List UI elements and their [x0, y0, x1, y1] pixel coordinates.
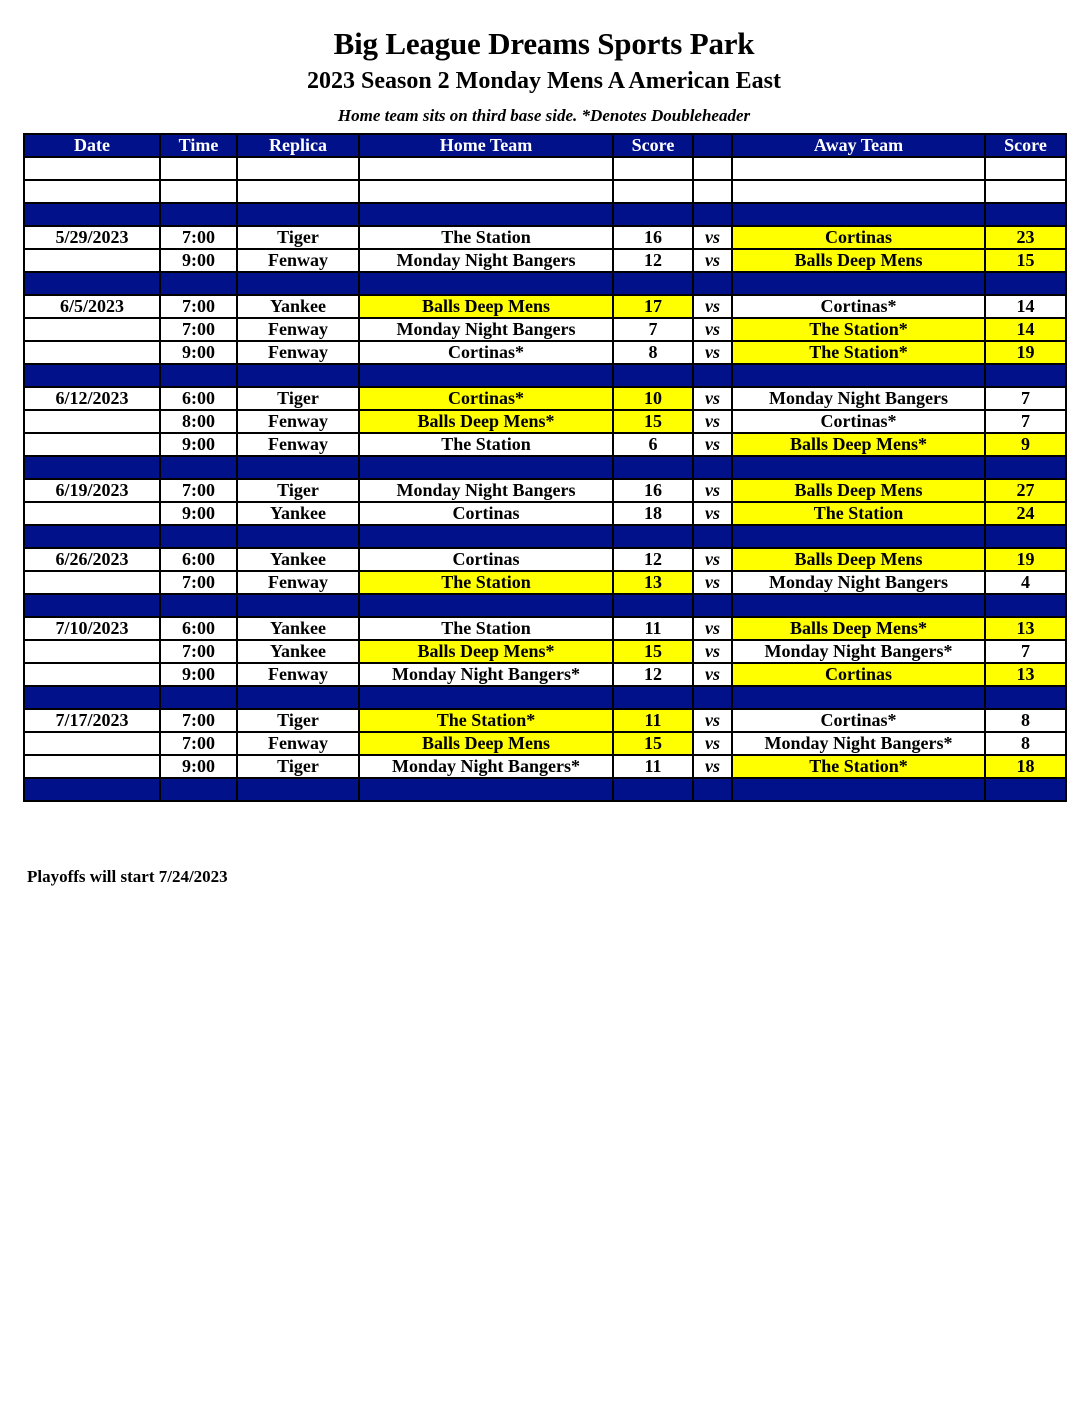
empty-cell [359, 272, 613, 295]
time-cell: 7:00 [160, 479, 237, 502]
week-separator-row [24, 594, 1066, 617]
empty-cell [237, 157, 359, 180]
away-score-cell: 27 [985, 479, 1066, 502]
replica-cell: Yankee [237, 617, 359, 640]
empty-cell [237, 272, 359, 295]
empty-cell [359, 456, 613, 479]
home-score-cell: 11 [613, 755, 693, 778]
vs-cell: vs [693, 341, 732, 364]
home-team-cell: Monday Night Bangers* [359, 663, 613, 686]
replica-cell: Tiger [237, 387, 359, 410]
game-row [24, 341, 1066, 364]
column-header-time: Time [160, 134, 237, 157]
home-team-cell: The Station [359, 617, 613, 640]
empty-cell [24, 456, 160, 479]
time-cell: 6:00 [160, 548, 237, 571]
column-header-home-team: Home Team [359, 134, 613, 157]
away-score-cell: 15 [985, 249, 1066, 272]
away-team-cell: Monday Night Bangers [732, 571, 985, 594]
home-team-cell: The Station [359, 433, 613, 456]
game-row [24, 249, 1066, 272]
date-cell: 5/29/2023 [24, 226, 160, 249]
home-score-cell: 11 [613, 709, 693, 732]
date-cell [24, 502, 160, 525]
home-team-cell: Monday Night Bangers [359, 249, 613, 272]
empty-cell [613, 686, 693, 709]
empty-cell [359, 778, 613, 801]
home-score-cell: 10 [613, 387, 693, 410]
time-cell: 7:00 [160, 709, 237, 732]
empty-cell [24, 778, 160, 801]
column-header-vs [693, 134, 732, 157]
replica-cell: Fenway [237, 249, 359, 272]
empty-cell [693, 525, 732, 548]
time-cell: 9:00 [160, 433, 237, 456]
replica-cell: Tiger [237, 479, 359, 502]
schedule-table [23, 133, 1067, 802]
empty-cell [613, 203, 693, 226]
game-row [24, 318, 1066, 341]
vs-cell: vs [693, 226, 732, 249]
home-team-cell: Balls Deep Mens* [359, 410, 613, 433]
replica-cell: Fenway [237, 663, 359, 686]
replica-cell: Fenway [237, 433, 359, 456]
home-team-cell: Balls Deep Mens [359, 295, 613, 318]
empty-cell [24, 203, 160, 226]
vs-cell: vs [693, 709, 732, 732]
away-team-cell: Cortinas [732, 663, 985, 686]
game-row [24, 548, 1066, 571]
date-cell [24, 433, 160, 456]
week-separator-row [24, 203, 1066, 226]
empty-cell [160, 203, 237, 226]
time-cell: 7:00 [160, 295, 237, 318]
empty-cell [24, 180, 160, 203]
game-row [24, 502, 1066, 525]
empty-cell [732, 456, 985, 479]
empty-cell [732, 686, 985, 709]
away-score-cell: 14 [985, 318, 1066, 341]
away-score-cell: 23 [985, 226, 1066, 249]
replica-cell: Tiger [237, 755, 359, 778]
home-score-cell: 12 [613, 249, 693, 272]
home-score-cell: 15 [613, 410, 693, 433]
empty-cell [985, 180, 1066, 203]
empty-cell [985, 778, 1066, 801]
away-team-cell: Monday Night Bangers* [732, 732, 985, 755]
game-row [24, 755, 1066, 778]
time-cell: 9:00 [160, 663, 237, 686]
home-score-cell: 12 [613, 548, 693, 571]
empty-cell [732, 364, 985, 387]
away-team-cell: Balls Deep Mens* [732, 617, 985, 640]
empty-cell [160, 594, 237, 617]
empty-cell [359, 203, 613, 226]
away-score-cell: 8 [985, 709, 1066, 732]
empty-cell [160, 525, 237, 548]
game-row [24, 617, 1066, 640]
empty-cell [732, 778, 985, 801]
vs-cell: vs [693, 640, 732, 663]
time-cell: 7:00 [160, 318, 237, 341]
home-team-cell: Monday Night Bangers [359, 318, 613, 341]
empty-cell [693, 272, 732, 295]
vs-cell: vs [693, 249, 732, 272]
vs-cell: vs [693, 755, 732, 778]
away-team-cell: The Station [732, 502, 985, 525]
empty-cell [237, 364, 359, 387]
empty-cell [613, 364, 693, 387]
empty-cell [613, 157, 693, 180]
home-score-cell: 6 [613, 433, 693, 456]
empty-cell [985, 203, 1066, 226]
empty-cell [24, 594, 160, 617]
week-separator-row [24, 456, 1066, 479]
week-separator-row [24, 364, 1066, 387]
away-score-cell: 19 [985, 548, 1066, 571]
empty-cell [693, 456, 732, 479]
away-team-cell: Cortinas [732, 226, 985, 249]
home-score-cell: 8 [613, 341, 693, 364]
empty-cell [985, 686, 1066, 709]
time-cell: 7:00 [160, 640, 237, 663]
away-score-cell: 4 [985, 571, 1066, 594]
game-row [24, 226, 1066, 249]
vs-cell: vs [693, 410, 732, 433]
date-cell [24, 640, 160, 663]
empty-cell [24, 157, 160, 180]
empty-cell [24, 686, 160, 709]
time-cell: 9:00 [160, 341, 237, 364]
home-score-cell: 17 [613, 295, 693, 318]
home-score-cell: 15 [613, 640, 693, 663]
empty-cell [237, 525, 359, 548]
game-row [24, 295, 1066, 318]
date-cell [24, 341, 160, 364]
empty-cell [693, 364, 732, 387]
home-score-cell: 16 [613, 226, 693, 249]
date-cell [24, 410, 160, 433]
away-score-cell: 7 [985, 410, 1066, 433]
date-cell: 7/17/2023 [24, 709, 160, 732]
away-score-cell: 19 [985, 341, 1066, 364]
week-separator-row [24, 525, 1066, 548]
vs-cell: vs [693, 548, 732, 571]
replica-cell: Yankee [237, 548, 359, 571]
empty-cell [24, 364, 160, 387]
home-score-cell: 15 [613, 732, 693, 755]
vs-cell: vs [693, 479, 732, 502]
home-team-cell: Monday Night Bangers [359, 479, 613, 502]
empty-cell [732, 525, 985, 548]
date-cell: 6/19/2023 [24, 479, 160, 502]
away-score-cell: 13 [985, 617, 1066, 640]
replica-cell: Tiger [237, 226, 359, 249]
empty-cell [237, 594, 359, 617]
vs-cell: vs [693, 617, 732, 640]
empty-cell [985, 364, 1066, 387]
empty-cell [693, 594, 732, 617]
home-score-cell: 13 [613, 571, 693, 594]
replica-cell: Yankee [237, 640, 359, 663]
empty-cell [359, 594, 613, 617]
empty-cell [693, 157, 732, 180]
empty-cell [160, 686, 237, 709]
time-cell: 9:00 [160, 502, 237, 525]
home-score-cell: 16 [613, 479, 693, 502]
home-team-cell: Cortinas* [359, 341, 613, 364]
date-cell [24, 249, 160, 272]
away-team-cell: The Station* [732, 341, 985, 364]
empty-cell [613, 525, 693, 548]
empty-cell [24, 272, 160, 295]
replica-cell: Yankee [237, 502, 359, 525]
column-header-away-score: Score [985, 134, 1066, 157]
schedule-body [24, 157, 1066, 801]
date-cell [24, 663, 160, 686]
week-separator-row [24, 272, 1066, 295]
home-team-cell: Balls Deep Mens [359, 732, 613, 755]
vs-cell: vs [693, 387, 732, 410]
home-team-cell: Cortinas* [359, 387, 613, 410]
game-row [24, 433, 1066, 456]
empty-cell [985, 456, 1066, 479]
empty-cell [237, 686, 359, 709]
home-team-cell: Cortinas [359, 548, 613, 571]
empty-cell [732, 594, 985, 617]
vs-cell: vs [693, 433, 732, 456]
empty-cell [732, 180, 985, 203]
empty-cell [613, 778, 693, 801]
empty-cell [24, 525, 160, 548]
playoffs-note: Playoffs will start 7/24/2023 [27, 867, 228, 886]
empty-cell [160, 180, 237, 203]
date-cell [24, 318, 160, 341]
away-team-cell: Balls Deep Mens [732, 249, 985, 272]
empty-cell [693, 778, 732, 801]
empty-cell [732, 157, 985, 180]
home-team-cell: The Station [359, 226, 613, 249]
empty-cell [359, 525, 613, 548]
game-row [24, 387, 1066, 410]
home-team-cell: Cortinas [359, 502, 613, 525]
replica-cell: Fenway [237, 732, 359, 755]
replica-cell: Fenway [237, 341, 359, 364]
empty-cell [160, 272, 237, 295]
game-row [24, 663, 1066, 686]
vs-cell: vs [693, 571, 732, 594]
game-row [24, 709, 1066, 732]
blank-row [24, 157, 1066, 180]
away-team-cell: Cortinas* [732, 410, 985, 433]
empty-cell [732, 272, 985, 295]
game-row [24, 640, 1066, 663]
away-team-cell: Balls Deep Mens [732, 548, 985, 571]
date-cell: 6/26/2023 [24, 548, 160, 571]
column-header-replica: Replica [237, 134, 359, 157]
away-team-cell: Balls Deep Mens* [732, 433, 985, 456]
away-team-cell: Monday Night Bangers* [732, 640, 985, 663]
empty-cell [160, 778, 237, 801]
away-team-cell: Cortinas* [732, 295, 985, 318]
replica-cell: Fenway [237, 410, 359, 433]
week-separator-row [24, 778, 1066, 801]
game-row [24, 571, 1066, 594]
game-row [24, 410, 1066, 433]
time-cell: 6:00 [160, 617, 237, 640]
date-cell [24, 571, 160, 594]
empty-cell [985, 594, 1066, 617]
empty-cell [237, 180, 359, 203]
empty-cell [985, 525, 1066, 548]
empty-cell [693, 180, 732, 203]
away-score-cell: 14 [985, 295, 1066, 318]
home-team-cell: Balls Deep Mens* [359, 640, 613, 663]
time-cell: 7:00 [160, 571, 237, 594]
week-separator-row [24, 686, 1066, 709]
empty-cell [160, 364, 237, 387]
column-header-home-score: Score [613, 134, 693, 157]
game-row [24, 732, 1066, 755]
empty-cell [693, 686, 732, 709]
empty-cell [160, 456, 237, 479]
time-cell: 6:00 [160, 387, 237, 410]
vs-cell: vs [693, 732, 732, 755]
empty-cell [613, 594, 693, 617]
empty-cell [237, 203, 359, 226]
empty-cell [985, 157, 1066, 180]
empty-cell [732, 203, 985, 226]
time-cell: 7:00 [160, 732, 237, 755]
home-score-cell: 11 [613, 617, 693, 640]
home-score-cell: 12 [613, 663, 693, 686]
blank-row [24, 180, 1066, 203]
empty-cell [613, 180, 693, 203]
empty-cell [359, 180, 613, 203]
replica-cell: Tiger [237, 709, 359, 732]
time-cell: 9:00 [160, 755, 237, 778]
empty-cell [359, 364, 613, 387]
schedule-note: Home team sits on third base side. *Denotes Doubleheader [337, 106, 751, 125]
page-title: Big League Dreams Sports Park [333, 26, 755, 61]
empty-cell [613, 272, 693, 295]
date-cell: 7/10/2023 [24, 617, 160, 640]
date-cell [24, 755, 160, 778]
empty-cell [237, 456, 359, 479]
empty-cell [237, 778, 359, 801]
header-row [24, 134, 1066, 157]
away-score-cell: 13 [985, 663, 1066, 686]
date-cell [24, 732, 160, 755]
vs-cell: vs [693, 318, 732, 341]
replica-cell: Yankee [237, 295, 359, 318]
time-cell: 9:00 [160, 249, 237, 272]
home-team-cell: The Station [359, 571, 613, 594]
replica-cell: Fenway [237, 318, 359, 341]
away-team-cell: Monday Night Bangers [732, 387, 985, 410]
time-cell: 8:00 [160, 410, 237, 433]
column-header-date: Date [24, 134, 160, 157]
away-score-cell: 7 [985, 387, 1066, 410]
home-score-cell: 7 [613, 318, 693, 341]
away-team-cell: The Station* [732, 755, 985, 778]
date-cell: 6/12/2023 [24, 387, 160, 410]
vs-cell: vs [693, 295, 732, 318]
game-row [24, 479, 1066, 502]
away-team-cell: The Station* [732, 318, 985, 341]
empty-cell [985, 272, 1066, 295]
away-score-cell: 8 [985, 732, 1066, 755]
empty-cell [359, 157, 613, 180]
home-team-cell: The Station* [359, 709, 613, 732]
page-subtitle: 2023 Season 2 Monday Mens A American East [306, 68, 782, 94]
date-cell: 6/5/2023 [24, 295, 160, 318]
empty-cell [160, 157, 237, 180]
home-team-cell: Monday Night Bangers* [359, 755, 613, 778]
away-team-cell: Balls Deep Mens [732, 479, 985, 502]
away-score-cell: 7 [985, 640, 1066, 663]
empty-cell [359, 686, 613, 709]
column-header-away-team: Away Team [732, 134, 985, 157]
away-score-cell: 24 [985, 502, 1066, 525]
vs-cell: vs [693, 663, 732, 686]
empty-cell [613, 456, 693, 479]
replica-cell: Fenway [237, 571, 359, 594]
time-cell: 7:00 [160, 226, 237, 249]
away-score-cell: 9 [985, 433, 1066, 456]
home-score-cell: 18 [613, 502, 693, 525]
away-team-cell: Cortinas* [732, 709, 985, 732]
vs-cell: vs [693, 502, 732, 525]
empty-cell [693, 203, 732, 226]
away-score-cell: 18 [985, 755, 1066, 778]
